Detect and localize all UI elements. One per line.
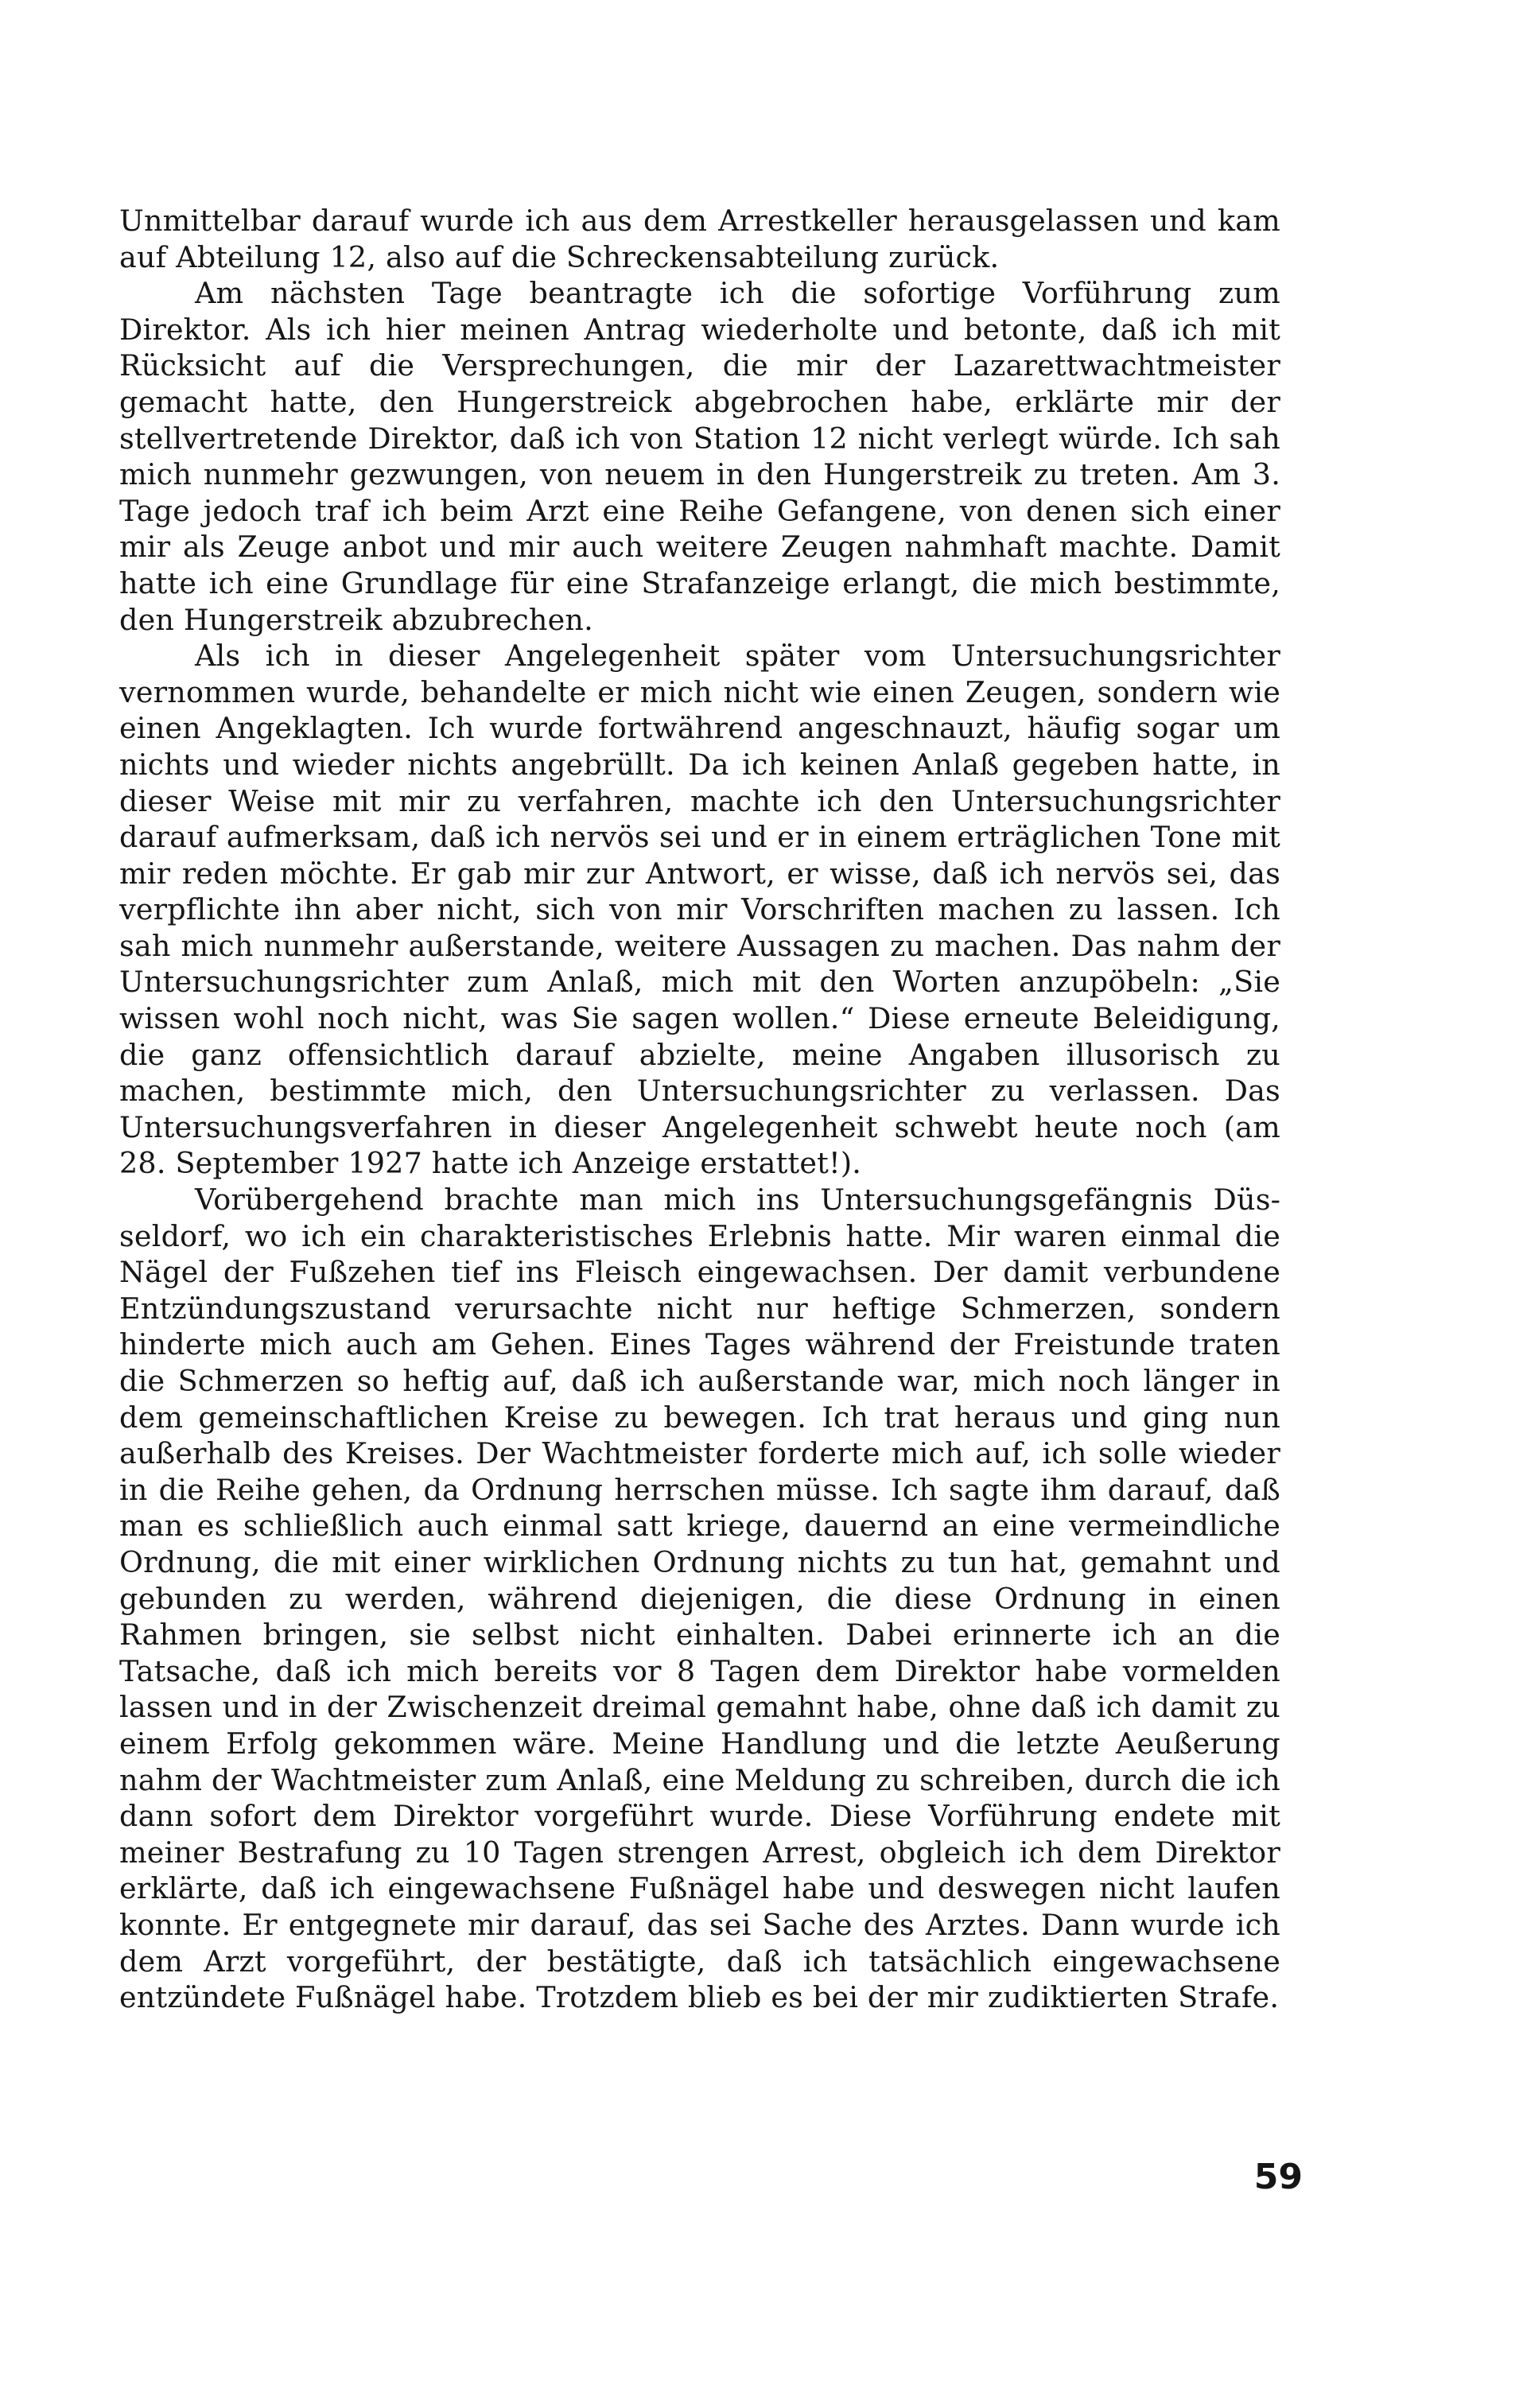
paragraph-1: Unmittelbar darauf wurde ich aus dem Arrestkeller herausgelassen und kam auf Abteilung 12, also auf die Schreckensabteilung zurück.: [119, 204, 1280, 274]
body-text: [119, 203, 1280, 2016]
page-number: 59: [1253, 2157, 1303, 2197]
paragraph-3: Als ich in dieser Angelegenheit später vom Untersuchungsrichter vernommen wurde, behandelte er mich nicht wie einen Zeugen, sondern wie einen Angeklagten. Ich wurde fortwährend angeschnauzt, häufig sogar um nichts und wieder nichts angebrüllt. Da ich keinen Anlaß gegeben hatte, in dieser Weise mit mir zu verfahren, machte ich den Untersuchungsrichter darauf aufmerksam, daß ich nervös sei und er in einem erträglichen Tone mit mir reden möchte. Er gab mir zur Antwort, er wisse, daß ich nervös sei, das verpflichte ihn aber nicht, sich von mir Vorschriften machen zu lassen. Ich sah mich nunmehr außerstande, weitere Aussagen zu machen. Das nahm der Untersuchungsrichter zum Anlaß, mich mit den Worten anzupöbeln: „Sie wissen wohl noch nicht, was Sie sagen wollen.“ Diese erneute Beleidigung, die ganz offensichtlich darauf abzielte, meine Angaben illusorisch zu machen, bestimmte mich, den Untersuchungsrichter zu verlassen. Das Untersuchungsverfahren in dieser Angelegenheit schwebt heute noch (am 28. September 1927 hatte ich Anzeige erstattet!).: [119, 639, 1280, 1181]
paragraph-4: Vorübergehend brachte man mich ins Untersuchungsgefängnis Düsseldorf, wo ich ein charakteristisches Erlebnis hatte. Mir waren einmal die Nägel der Fußzehen tief ins Fleisch eingewachsen. Der damit verbundene Entzündungszustand verursachte nicht nur heftige Schmerzen, sondern hinderte mich auch am Gehen. Eines Tages während der Freistunde traten die Schmerzen so heftig auf, daß ich außerstande war, mich noch länger in dem gemeinschaftlichen Kreise zu bewegen. Ich trat heraus und ging nun außerhalb des Kreises. Der Wachtmeister forderte mich auf, ich solle wieder in die Reihe gehen, da Ordnung herrschen müsse. Ich sagte ihm darauf, daß man es schließlich auch einmal satt kriege, dauernd an eine vermeindliche Ordnung, die mit einer wirklichen Ordnung nichts zu tun hat, gemahnt und gebunden zu werden, während diejenigen, die diese Ordnung in einen Rahmen bringen, sie selbst nicht einhalten. Dabei erinnerte ich an die Tatsache, daß ich mich bereits vor 8 Tagen dem Direktor habe vormelden lassen und in der Zwischenzeit dreimal gemahnt habe, ohne daß ich damit zu einem Erfolg gekommen wäre. Meine Handlung und die letzte Aeußerung nahm der Wachtmeister zum Anlaß, eine Meldung zu schreiben, durch die ich dann sofort dem Direktor vorgeführt wurde. Diese Vorführung endete mit meiner Bestrafung zu 10 Tagen strengen Arrest, obgleich ich dem Direktor erklärte, daß ich eingewachsene Fußnägel habe und deswegen nicht laufen konnte. Er entgegnete mir darauf, das sei Sache des Arztes. Dann wurde ich dem Arzt vorgeführt, der bestätigte, daß ich tatsächlich eingewachsene entzündete Fußnägel habe. Trotzdem blieb es bei der mir zudiktierten Strafe.: [119, 1183, 1280, 2015]
paragraph-2: Am nächsten Tage beantragte ich die sofortige Vorführung zum Direktor. Als ich hier meinen Antrag wiederholte und betonte, daß ich mit Rücksicht auf die Versprechungen, die mir der Lazarettwachtmeister gemacht hatte, den Hungerstreick abgebrochen habe, erklärte mir der stellvertretende Direktor, daß ich von Station 12 nicht verlegt würde. Ich sah mich nunmehr gezwungen, von neuem in den Hungerstreik zu treten. Am 3. Tage jedoch traf ich beim Arzt eine Reihe Gefangene, von denen sich einer mir als Zeuge anbot und mir auch weitere Zeugen nahmhaft machte. Damit hatte ich eine Grundlage für eine Strafanzeige erlangt, die mich bestimmte, den Hungerstreik abzubrechen.: [119, 276, 1280, 637]
